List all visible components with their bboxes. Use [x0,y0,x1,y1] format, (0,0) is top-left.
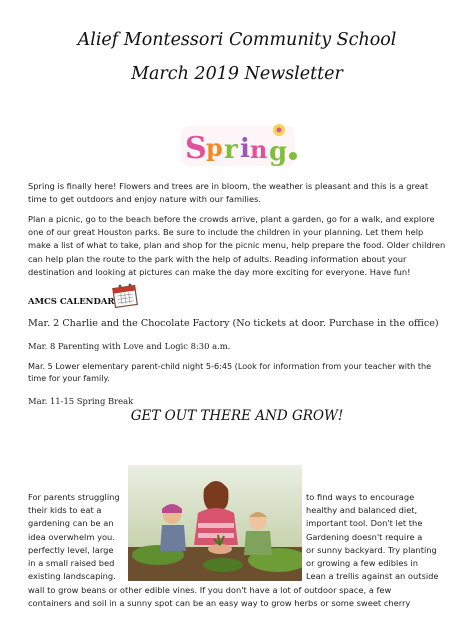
intro-paragraph-2: Plan a picnic, go to the beach before the crowds arrive, plant a garden, go for a walk, and explore one of our great Houston parks. Be sure to include the children in your planning. Let them help make a list of what to take, plan and shop for the picnic menu, help prepare the food. Older children can help plan the route to the park with the help of adults. Reading information about your destination and looking at pictures can make the day more exciting for everyone. Have fun! [28,214,446,277]
article-line: gardening can be an [28,518,114,529]
intro-paragraph-1: Spring is finally here! Flowers and trees are in bloom, the weather is pleasant and this is a great time to get outdoors and enjoy nature with our families. [28,181,429,205]
article-line: Lean a trellis against an outside [306,571,439,582]
article-line: perfectly level, large [28,544,114,555]
spring-letter-s: S [185,131,207,166]
article-line: in a small raised bed [28,558,115,569]
calendar-heading: AMCS CALENDAR [28,297,115,307]
article-line: important tool. Don't let the [306,518,423,529]
calendar-icon [112,282,140,308]
article-line: to find ways to encourage [306,492,415,502]
article-line: For parents struggling [28,492,120,502]
spring-letter-i: i [240,134,250,164]
article-line: Gardening doesn't require a [306,531,423,542]
article-line: healthy and balanced diet, [306,505,418,516]
article-line: existing landscaping. [28,571,116,582]
calendar-item: Mar. 2 Charlie and the Chocolate Factory (No tickets at door. Purchase in the office) [28,318,439,329]
calendar-item: Mar. 5 Lower elementary parent-child night 5-6:45 (Look for information from your teacher with the time for your family. [28,361,432,384]
spring-letter-n: n [250,135,268,164]
article-line: containers and soil in a sunny spot can be an easy way to grow herbs or some sweet cherry [28,598,411,608]
spring-word-art [175,120,301,172]
article-heading: GET OUT THERE AND GROW! [130,408,344,424]
newsletter-title: March 2019 Newsletter [131,64,343,84]
article-line: wall to grow beans or other edible vines. If you don't have a lot of outdoor space, a few [28,585,392,595]
article-line: idea overwhelm you. [28,531,115,542]
article-right-column [306,491,439,583]
spring-letter-g: g [269,137,288,167]
article-line: or growing a few edibles in [306,558,418,569]
school-title: Alief Montessori Community School [77,30,397,50]
article-line: their kids to eat a [28,505,102,516]
article-line: or sunny backyard. Try planting [306,544,437,555]
calendar-item: Mar. 8 Parenting with Love and Logic 8:30 a.m. [28,341,231,351]
spring-letter-r: r [224,135,238,165]
spring-letter-p: p [206,133,223,162]
calendar-item: Mar. 11-15 Spring Break [28,396,134,406]
gardening-photo [128,465,302,581]
article-left-column [28,491,120,583]
